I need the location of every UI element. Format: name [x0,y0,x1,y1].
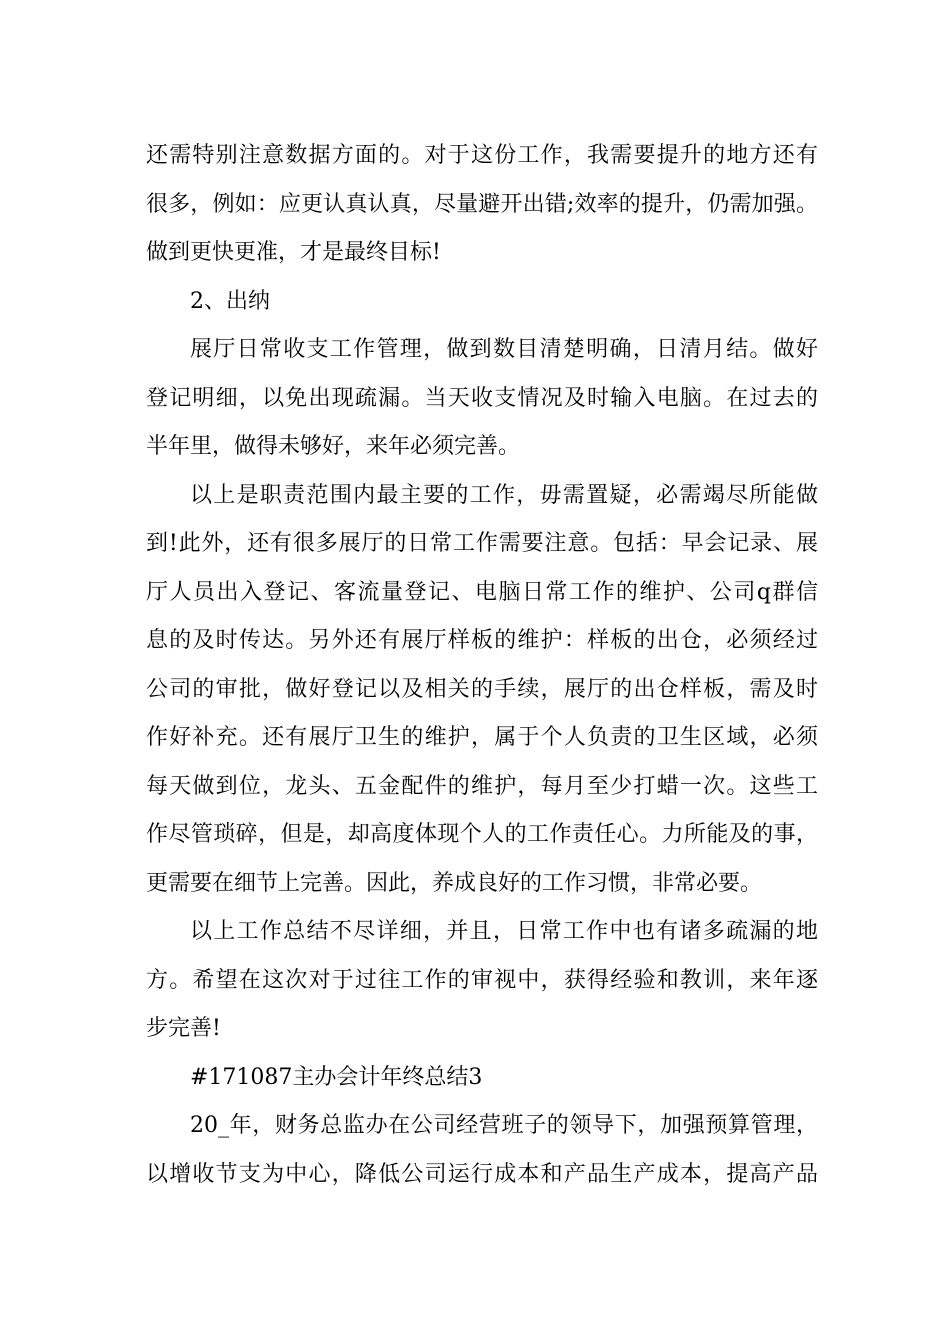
text-line: 方。希望在这次对于过往工作的审视中，获得经验和教训，来年逐 [146,967,818,993]
text-line: 登记明细，以免出现疏漏。当天收支情况及时输入电脑。在过去的 [146,385,818,411]
section-heading: #171087主办会计年终总结3 [190,1064,483,1090]
text-line: 还需特别注意数据方面的。对于这份工作，我需要提升的地方还有 [146,143,818,168]
text-line: 展厅日常收支工作管理，做到数目清楚明确，日清月结。做好 [190,337,818,362]
document-body [146,132,818,1199]
text-line: 到!此外，还有很多展厅的日常工作需要注意。包括：早会记录、展 [146,531,818,556]
text-line: 作尽管琐碎，但是，却高度体现个人的工作责任心。力所能及的事， [146,822,818,847]
text-line: 每天做到位，龙头、五金配件的维护，每月至少打蜡一次。这些工 [146,773,818,799]
text-line: 很多，例如：应更认真认真，尽量避开出错;效率的提升，仍需加强。 [146,191,818,217]
text-line: 更需要在细节上完善。因此，养成良好的工作习惯，非常必要。 [146,870,763,896]
section-heading: 2、出纳 [190,288,270,314]
text-line: 做到更快更准，才是最终目标! [146,240,441,265]
text-line: 厅人员出入登记、客流量登记、电脑日常工作的维护、公司q群信 [146,579,818,605]
text-line: 以上是职责范围内最主要的工作，毋需置疑，必需竭尽所能做 [190,482,818,508]
text-line: 以上工作总结不尽详细，并且，日常工作中也有诸多疏漏的地 [190,919,818,944]
text-line: 息的及时传达。另外还有展厅样板的维护：样板的出仓，必须经过 [146,628,818,653]
text-line: 步完善! [146,1016,221,1041]
text-line: 公司的审批，做好登记以及相关的手续，展厅的出仓样板，需及时 [146,676,818,702]
text-line: 以增收节支为中心，降低公司运行成本和产品生产成本，提高产品 [146,1161,818,1187]
text-line: 作好补充。还有展厅卫生的维护，属于个人负责的卫生区域，必须 [146,725,818,750]
text-line: 半年里，做得未够好，来年必须完善。 [146,434,521,459]
text-line: 20_年，财务总监办在公司经营班子的领导下，加强预算管理， [190,1113,818,1138]
